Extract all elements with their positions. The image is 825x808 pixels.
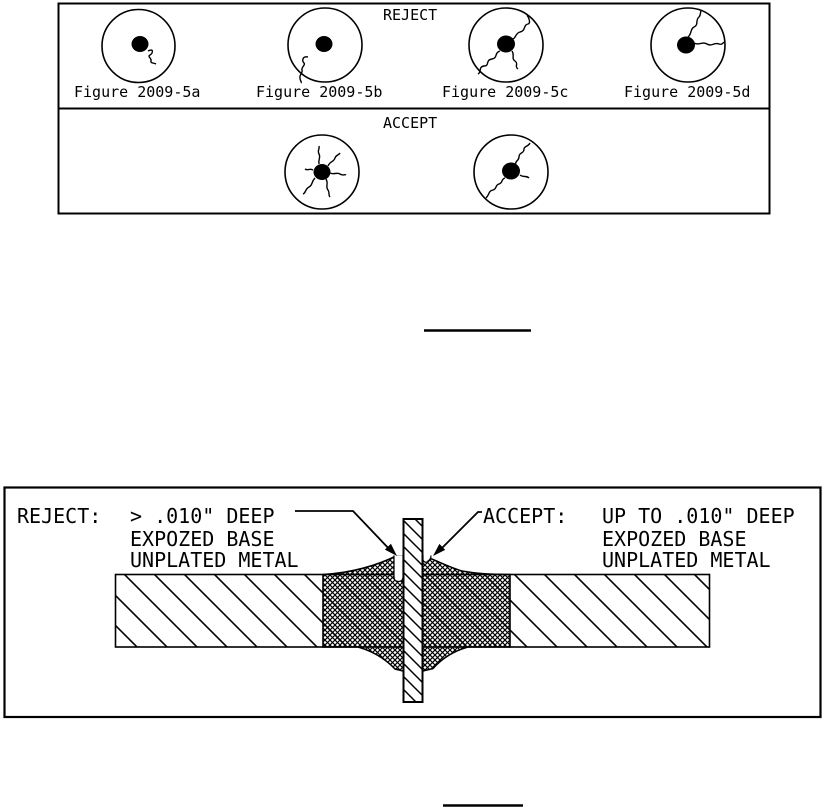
- crack-line: [688, 11, 701, 37]
- crack-line: [148, 50, 156, 64]
- reject-deep-void: [394, 556, 403, 582]
- accept-example-2-drawing: [474, 135, 548, 209]
- reject-callout-line-3: UNPLATED METAL: [130, 548, 299, 572]
- figure-caption-5c: Figure 2009-5c: [442, 83, 569, 101]
- accept-callout: [483, 504, 795, 572]
- accept-callout-label: ACCEPT:: [483, 504, 568, 528]
- crack-line: [326, 179, 330, 197]
- reject-callout-line-2: EXPOZED BASE: [130, 527, 275, 551]
- pad-dot: [132, 36, 149, 52]
- accept-section-label: ACCEPT: [383, 114, 438, 132]
- reject-callout-line-1: > .010" DEEP: [130, 504, 275, 528]
- accept-callout-line-2: EXPOZED BASE: [602, 527, 747, 551]
- reject-callout-label: REJECT:: [17, 504, 102, 528]
- figure-caption-5d: Figure 2009-5d: [624, 83, 751, 101]
- crack-line: [330, 173, 346, 175]
- figure-caption-5b: Figure 2009-5b: [256, 83, 383, 101]
- component-pin-hatch: [405, 520, 422, 701]
- cross-section-panel: [5, 488, 821, 718]
- crack-line: [511, 15, 530, 39]
- crack-line: [478, 51, 500, 74]
- reject-leader-arrow: [295, 511, 397, 556]
- crack-line: [486, 178, 505, 198]
- crack-line: [303, 178, 315, 194]
- crack-line: [512, 51, 518, 69]
- pad-dot: [314, 164, 331, 180]
- crack-line: [328, 153, 340, 166]
- crack-line: [520, 175, 529, 178]
- figure-2009-5a-drawing: [102, 10, 175, 83]
- accept-example-1-drawing: [285, 135, 359, 209]
- crack-panel: [59, 4, 770, 214]
- pad-dot: [677, 37, 695, 54]
- accept-callout-line-1: UP TO .010" DEEP: [602, 504, 795, 528]
- reject-section-label: REJECT: [383, 6, 438, 24]
- figure-2009-5d-drawing: [651, 8, 725, 82]
- pad-dot: [502, 163, 520, 180]
- pad-dot: [316, 36, 333, 52]
- accept-leader-arrow: [433, 512, 482, 556]
- crack-line: [516, 143, 530, 166]
- figure-2009-5c-drawing: [469, 8, 543, 82]
- accept-callout-line-3: UNPLATED METAL: [602, 548, 771, 572]
- crack-line: [694, 42, 724, 45]
- figure-2009-5b-drawing: [288, 8, 362, 83]
- crack-line: [318, 146, 319, 164]
- pad-dot: [497, 36, 515, 53]
- reject-callout: [17, 504, 299, 572]
- crack-line: [300, 57, 308, 83]
- figure-caption-5a: Figure 2009-5a: [74, 83, 201, 101]
- crack-line: [305, 169, 313, 170]
